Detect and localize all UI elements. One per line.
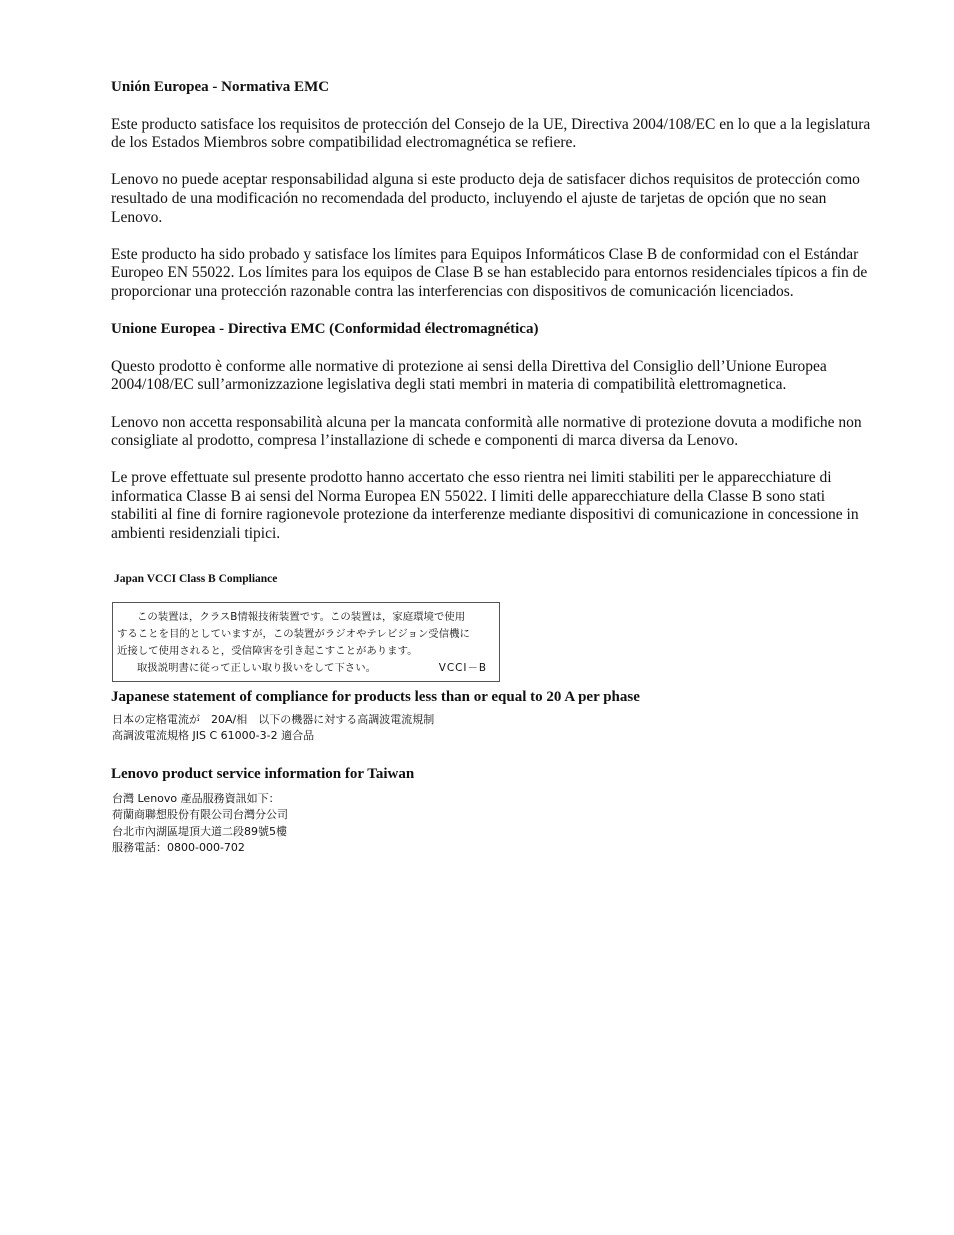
heading-eu-italian: Unione Europea - Directiva EMC (Conformidad électromagnética) [111,321,539,338]
vcci-line-4-row [117,660,495,677]
vcci-line-3: 近接して使用されると，受信障害を引き起こすことがあります。 [117,644,418,657]
vcci-line-1: この装置は，クラスB情報技術装置です。この装置は，家庭環境で使用 [137,610,466,623]
taiwan-line-4: 服務電話：0800-000-702 [112,841,245,855]
taiwan-service-block [111,791,871,857]
paragraph-it-1: Questo prodotto è conforme alle normative di protezione ai sensi della Direttiva del Consiglio dell’Unione Europea 2004/108/EC sull’armonizzazione legislativa degli stati membri in materia di compatibilità elettromagnetica. [111,357,827,394]
heading-vcci: Japan VCCI Class B Compliance [114,572,278,585]
japan-phase-line-2: 高調波電流規格 JIS C 61000-3-2 適合品 [112,729,315,743]
vcci-line-4: 取扱説明書に従って正しい取り扱いをして下さい。 [137,661,376,674]
vcci-class-tag: VCCI－B [438,661,487,674]
heading-japan-phase: Japanese statement of compliance for products less than or equal to 20 A per phase [111,688,640,705]
paragraph-es-1: Este producto satisface los requisitos de protección del Consejo de la UE, Directiva 2004/108/EC en lo que a la legislatura de los Estados Miembros sobre compatibilidad electromagnética se refiere. [111,115,871,152]
taiwan-line-2: 荷蘭商聯想股份有限公司台灣分公司 [112,808,288,822]
paragraph-it-2: Lenovo non accetta responsabilità alcuna per la mancata conformità alle normative di protezione dovuta a modifiche non consigliate al prodotto, compresa l’installazione di schede e componenti di marca diversa da Lenovo. [111,413,862,450]
vcci-line-2: することを目的としていますが，この装置がラジオやテレビジョン受信機に [117,627,470,640]
heading-eu-spanish: Unión Europea - Normativa EMC [111,79,330,95]
taiwan-line-3: 台北市內湖區堤頂大道二段89號5樓 [112,824,287,838]
heading-taiwan: Lenovo product service information for Taiwan [111,765,415,782]
paragraph-es-2: Lenovo no puede aceptar responsabilidad alguna si este producto deja de satisfacer dichos requisitos de protección como resultado de una modificación no recomendada del producto, incluyendo el ajuste de tarjetas de opción que no sean Lenovo. [111,171,860,226]
japan-phase-block [111,712,871,745]
vcci-statement-box [112,602,500,682]
document-page [111,78,871,857]
paragraph-es-3: Este producto ha sido probado y satisface los límites para Equipos Informáticos Clase B de conformidad con el Estándar Europeo EN 55022. Los límites para los equipos de Clase B se han establecido para entornos residenciales típicos a fin de proporcionar una protección razonable contra las interferencias con dispositivos de comunicación licenciados. [111,245,868,300]
taiwan-line-1: 台灣 Lenovo 產品服務資訊如下： [112,791,280,805]
japan-phase-line-1: 日本の定格電流が 20A/相 以下の機器に対する高調波電流規制 [112,712,435,726]
paragraph-it-3: Le prove effettuate sul presente prodotto hanno accertato che esso rientra nei limiti stabiliti per le apparecchiature di informatica Classe B ai sensi del Norma Europea EN 55022. I limiti delle apparecchiature della Classe B sono stati stabiliti al fine di fornire ragionevole protezione da interferenze mediante dispositivi di comunicazione in concessione in ambienti residenziali tipici. [111,469,859,543]
